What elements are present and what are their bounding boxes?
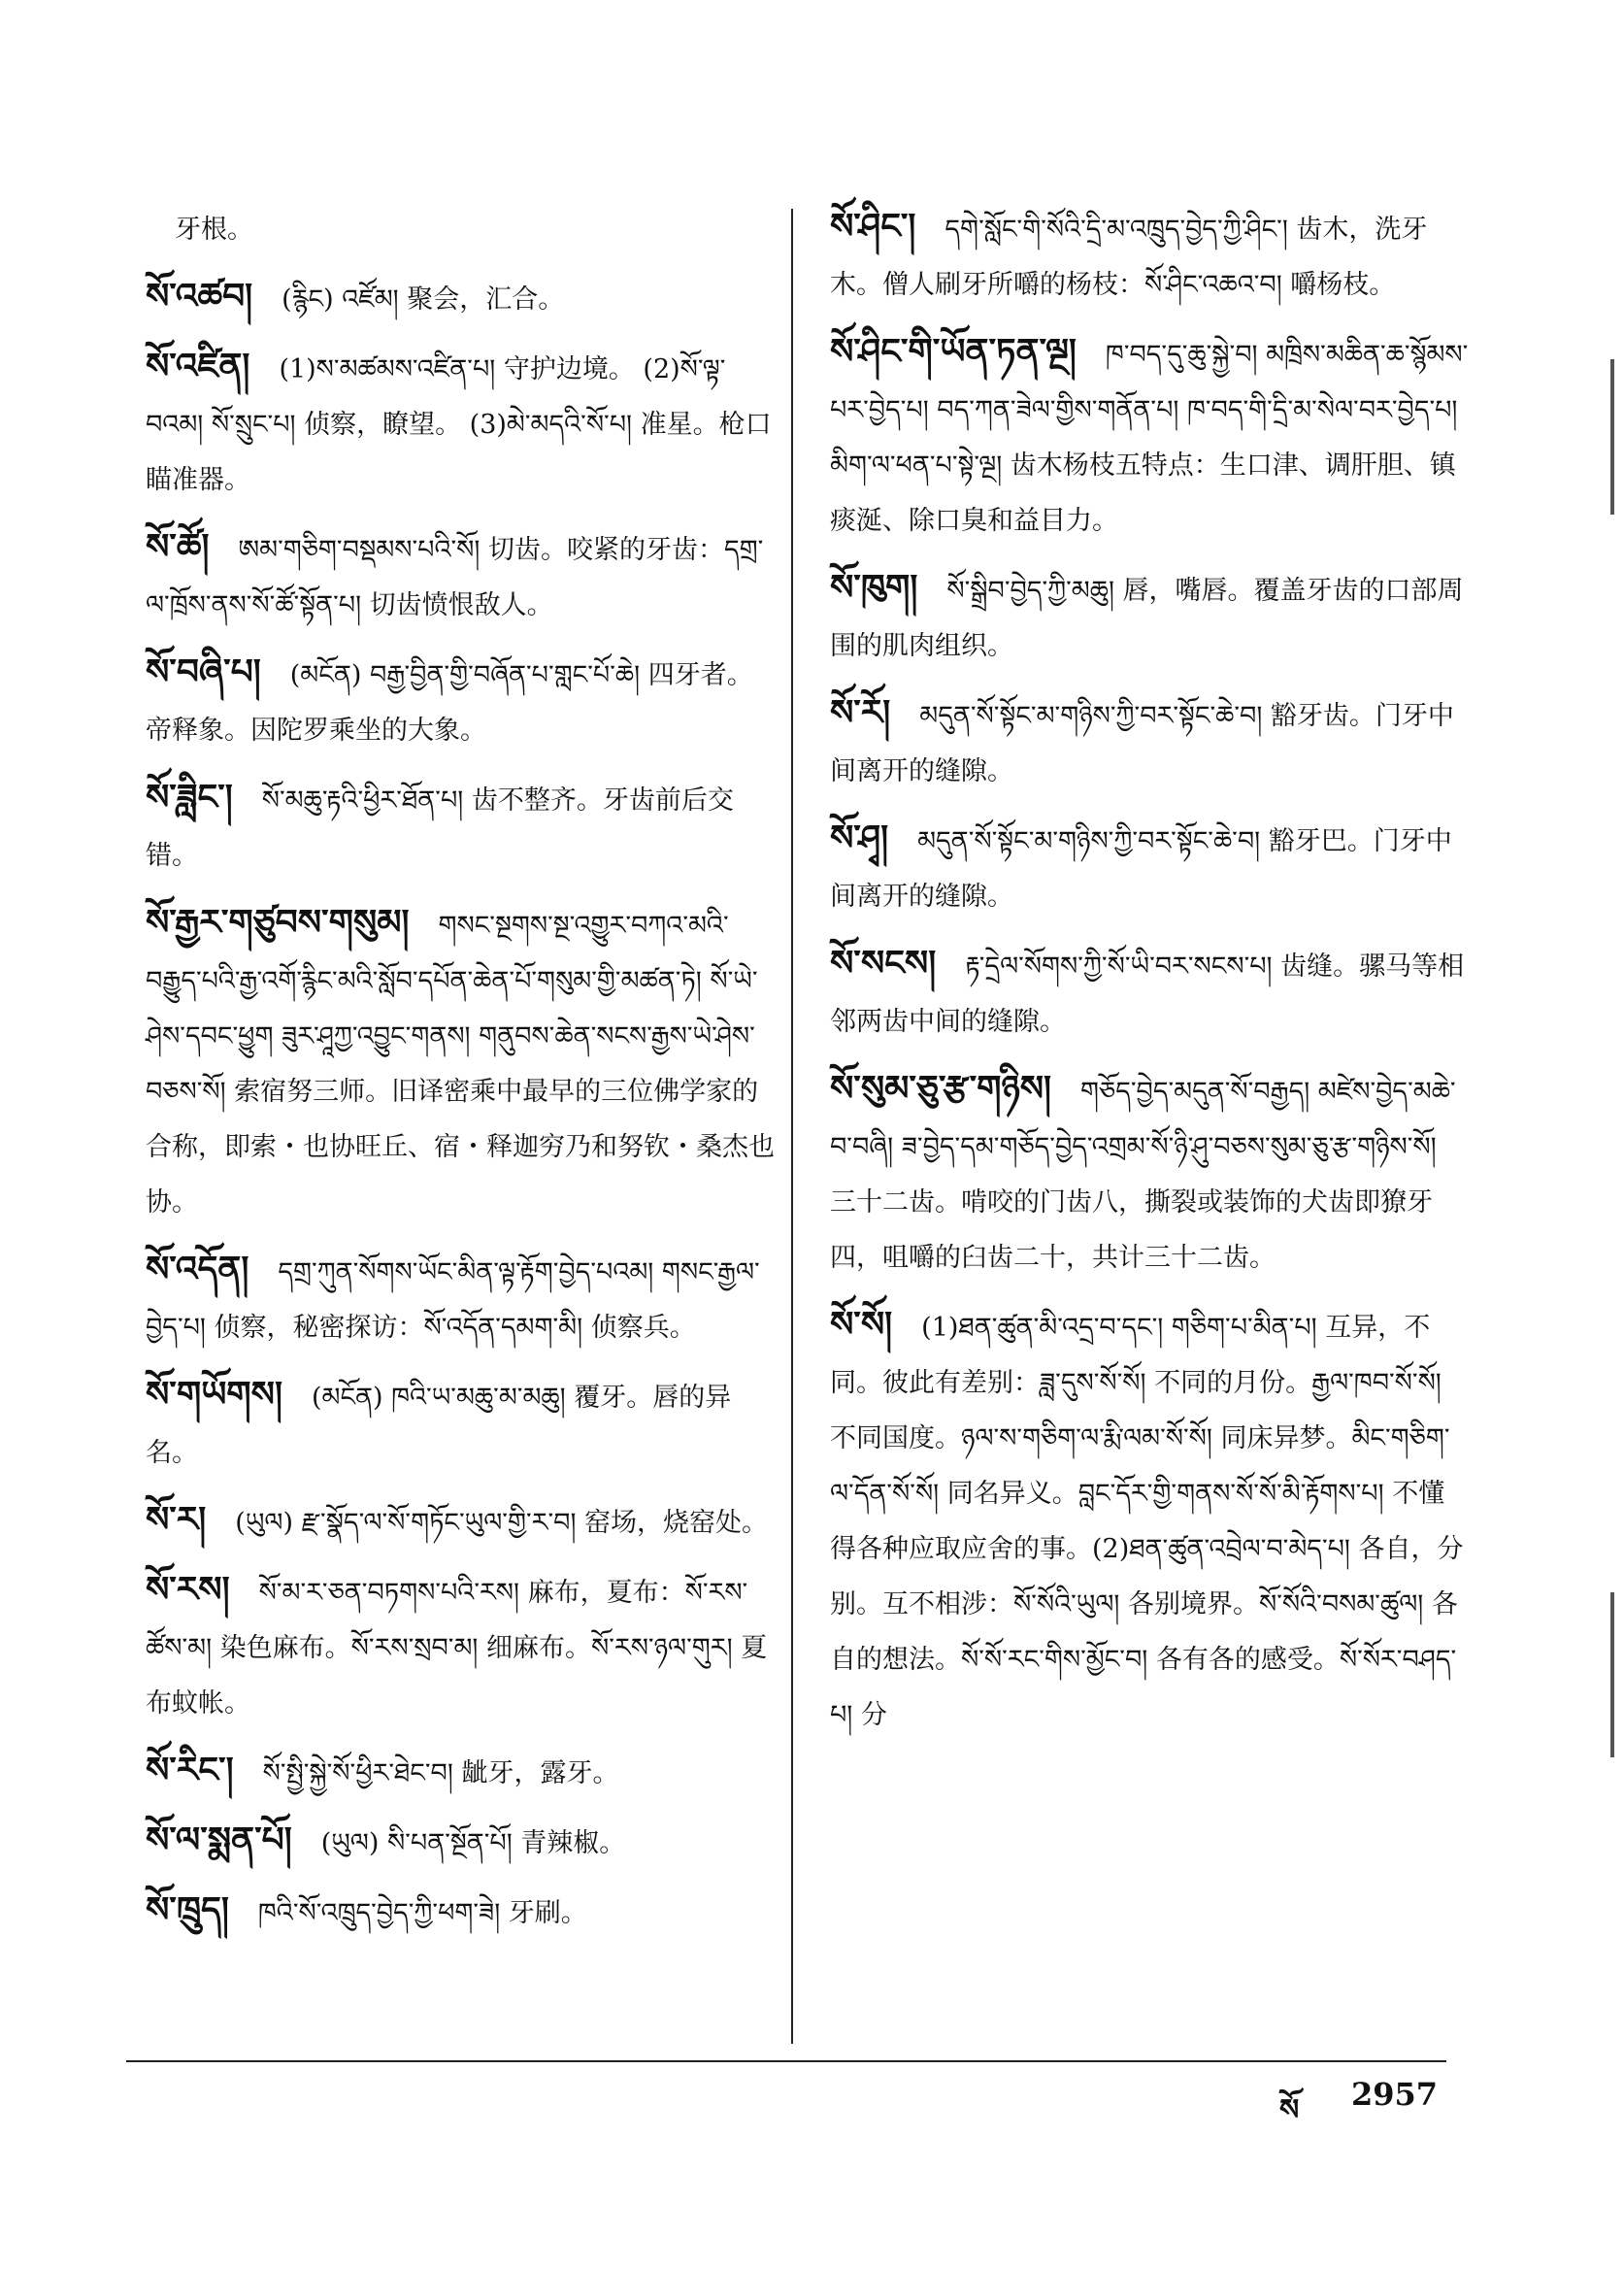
page-number: 2957 [1351, 2076, 1439, 2113]
section-letter: སོ [1279, 2093, 1300, 2127]
column-divider [791, 209, 793, 2044]
entry-headword: སོ་ཤིང་། [830, 206, 916, 247]
entry-definition: (ཡུལ) སི་པན་སྔོན་པོ། 青辣椒。 [320, 1828, 626, 1858]
entry-headword: སོ་འཚབ། [146, 276, 253, 317]
entry-definition: གཅོད་བྱེད་མདུན་སོ་བརྒྱད། མཛེས་བྱེད་མཆེ་བ་བཞི། ཟ་བྱེད་དམ་གཅོད་བྱེད་འགྲམ་སོ་ཉི་ཤུ་བཅས་སུམ་ཅུ་རྩ་གཉིས་སོ། 三十二齿。啃咬的门齿八，撕裂或装饰的犬齿即獠牙四，咀嚼的臼齿二十，共计三十二齿。 [830, 1077, 1456, 1273]
entry-headword: སོ་ཁུག། [830, 567, 918, 608]
dictionary-entry [146, 1367, 777, 1481]
dictionary-entry [146, 199, 777, 257]
dictionary-entry [830, 1061, 1471, 1285]
entry-headword: སོ་ར། [146, 1499, 207, 1540]
entry-headword: སོ་རྒྱར་གཙུབས་གསུམ། [146, 902, 410, 943]
entry-definition: ཨམ་གཅིག་བསྡམས་པའི་སོ། 切齿。咬紧的牙齿：དགྲ་ལ་ཁྲོས་ནས་སོ་ཚོ་སྟོན་པ། 切齿愤恨敌人。 [146, 535, 764, 620]
dictionary-entry [146, 339, 777, 508]
entry-headword: སོ་སངས། [830, 943, 937, 984]
entry-definition: (མངོན) བརྒྱ་བྱིན་གྱི་བཞོན་པ་གླང་པོ་ཆེ། 四牙者。帝释象。因陀罗乘坐的大象。 [146, 660, 753, 746]
entry-definition: 牙根。 [175, 215, 253, 245]
dictionary-entry [830, 1297, 1471, 1743]
entry-definition: དགྲ་ཀུན་སོགས་ཡོང་མིན་ལྟ་རྟོག་བྱེད་པའམ། གསང་རྒྱལ་བྱེད་པ། 侦察，秘密探访：སོ་འདོན་དམག་མི། 侦察兵。 [146, 1257, 760, 1343]
entry-headword: སོ་ཤྭ། [830, 818, 889, 858]
dictionary-entry [830, 685, 1471, 799]
entry-definition: མདུན་སོ་སྟོང་མ་གཉིས་ཀྱི་བར་སྟོང་ཆེ་བ། 豁牙齿。门牙中间离开的缝隙。 [830, 701, 1454, 786]
entry-headword: སོ་འདོན། [146, 1249, 249, 1289]
dictionary-entry [146, 519, 777, 633]
entry-definition: (རྙིང) འཛོམ། 聚会，汇合。 [282, 284, 565, 315]
entry-definition: ཁའི་སོ་འཁྲུད་བྱེད་ཀྱི་ཕག་ཟེ། 牙刷。 [257, 1898, 587, 1928]
entry-definition: དགེ་སློང་གི་སོའི་དྲི་མ་འཁྲུད་བྱེད་ཀྱི་ཤིང་། 齿木，洗牙木。僧人刷牙所嚼的杨枝：སོ་ཤིང་འཆའ་བ། 嚼杨枝。 [830, 215, 1428, 300]
entry-definition: (1)ས་མཚམས་འཛིན་པ། 守护边境。 (2)སོ་ལྟ་བའམ། སོ་སྲུང་པ། 侦察，瞭望。 (3)མེ་མདའི་སོ་པ། 准星。枪口瞄准器。 [146, 354, 772, 495]
entry-headword: སོ་ཚོ། [146, 526, 210, 567]
entry-definition: སོ་སྒྲིབ་བྱེད་ཀྱི་མཆུ། 唇，嘴唇。覆盖牙齿的口部周围的肌肉组织。 [830, 576, 1464, 661]
entry-definition: མདུན་སོ་སྟོང་མ་གཉིས་ཀྱི་བར་སྟོང་ཆེ་བ། 豁牙巴。门牙中间离开的缝隙。 [830, 826, 1452, 912]
dictionary-entry [146, 1813, 777, 1871]
entry-headword: སོ་རས། [146, 1569, 230, 1610]
dictionary-entry [146, 770, 777, 884]
entry-definition: (ཡུལ) རྫ་སྣོད་ལ་སོ་གཏོང་ཡུལ་གྱི་ར་བ། 窑场，烧窑处。 [235, 1508, 769, 1538]
dictionary-entry [146, 645, 777, 758]
dictionary-entry [830, 560, 1471, 674]
entry-headword: སོ་ལ་སྨན་པོ། [146, 1819, 292, 1860]
dictionary-entry [830, 936, 1471, 1050]
entry-headword: སོ་གཡོགས། [146, 1374, 282, 1415]
entry-headword: སོ་ཁྲུད། [146, 1889, 229, 1930]
dictionary-entry [146, 1242, 777, 1355]
right-column [830, 199, 1471, 1743]
dictionary-entry [146, 1562, 777, 1731]
entry-definition: སོ་མཆུ་རྟའི་ཕྱིར་ཐོན་པ། 齿不整齐。牙齿前后交错。 [146, 785, 734, 871]
entry-definition: ཁ་བད་དུ་ཆུ་སྐྱེ་བ། མཁྲིས་མཆིན་ཆ་སྙོམས་པར་བྱེད་པ། བད་ཀན་ཟེལ་གྱིས་གནོན་པ། ཁ་བད་གི་དྲི་མ་སེལ་བར་བྱེད་པ། མིག་ལ་ཕན་པ་སྟེ་ལྔ། 齿木杨枝五特点：生口津、调肝胆、镇痰涎、除口臭和益目力。 [830, 340, 1469, 536]
entry-definition: (1)ཐན་ཚུན་མི་འདྲ་བ་དང་། གཅིག་པ་མིན་པ། 互异，不同。彼此有差别：ཟླ་དུས་སོ་སོ། 不同的月份。རྒྱལ་ཁབ་སོ་སོ། 不同国度。ཉལ་ས་གཅིག་ལ་རྨི་ལམ་སོ་སོ། 同床异梦。མིང་གཅིག་ལ་དོན་སོ་སོ། 同名异义。བླང་དོར་གྱི་གནས་སོ་སོ་མི་རྟོགས་པ། 不懂得各种应取应舍的事。(2)ཐན་ཚུན་འབྲེལ་བ་མེད་པ། 各自，分别。互不相涉：སོ་སོའི་ཡུལ། 各别境界。སོ་སོའི་བསམ་ཚུལ། 各自的想法。སོ་སོ་རང་གིས་མྱོང་བ། 各有各的感受。སོ་སོར་བཤད་པ། 分 [830, 1313, 1464, 1730]
dictionary-entry [146, 1743, 777, 1801]
entry-headword: སོ་འཛིན། [146, 346, 250, 386]
dictionary-entry [146, 269, 777, 327]
entry-headword: སོ་སུམ་ཅུ་རྩ་གཉིས། [830, 1068, 1052, 1109]
entry-headword: སོ་ཤིང་གི་ཡོན་ཏན་ལྔ། [830, 331, 1077, 372]
entry-headword: སོ་ཟླིང་། [146, 777, 233, 818]
entry-definition: (མངོན) ཁའི་ཡ་མཆུ་མ་མཆུ། 覆牙。唇的异名。 [146, 1383, 732, 1468]
dictionary-entry [830, 811, 1471, 924]
footer-rule [126, 2060, 1446, 2062]
entry-definition: སོ་སྤྱི་སྐྱེ་སོ་ཕྱིར་ཐེང་བ། 龇牙，露牙。 [262, 1758, 619, 1788]
left-column [146, 199, 777, 1941]
scan-edge-mark [1610, 359, 1614, 515]
entry-headword: སོ་རིང་། [146, 1750, 234, 1790]
scan-edge-mark [1610, 1592, 1614, 1757]
dictionary-entry [146, 1883, 777, 1941]
entry-headword: སོ་རོ། [830, 692, 891, 733]
entry-headword: སོ་སོ། [830, 1304, 893, 1345]
entry-headword: སོ་བཞི་པ། [146, 651, 261, 692]
dictionary-entry [830, 199, 1471, 313]
dictionary-entry [146, 895, 777, 1230]
dictionary-entry [830, 324, 1471, 549]
entry-definition: རྟ་དྲེལ་སོགས་ཀྱི་སོ་ཡི་བར་སངས་པ། 齿缝。骡马等相邻两齿中间的缝隙。 [830, 951, 1465, 1037]
dictionary-entry [146, 1492, 777, 1551]
entry-definition: སོ་མ་ར་ཅན་བཏགས་པའི་རས། 麻布，夏布：སོ་རས་ཚོས་མ། 染色麻布。སོ་རས་སྲབ་མ། 细麻布。སོ་རས་ཉལ་གུར། 夏布蚊帐。 [146, 1578, 768, 1719]
entry-definition: གསང་སྔགས་སྔ་འགྱུར་བཀའ་མའི་བརྒྱུད་པའི་རྒྱ་འགོ་རྙིང་མའི་སློབ་དཔོན་ཆེན་པོ་གསུམ་གྱི་མཚན་ཏེ། སོ་ཡེ་ཤེས་དབང་ཕྱུག ཟུར་ཤཱཀྱ་འབྱུང་གནས། གནུབས་ཆེན་སངས་རྒྱས་ཡེ་ཤེས་བཅས་སོ། 索宿努三师。旧译密乘中最早的三位佛学家的合称，即索・也协旺丘、宿・释迦穷乃和努钦・桑杰也协。 [146, 911, 775, 1218]
